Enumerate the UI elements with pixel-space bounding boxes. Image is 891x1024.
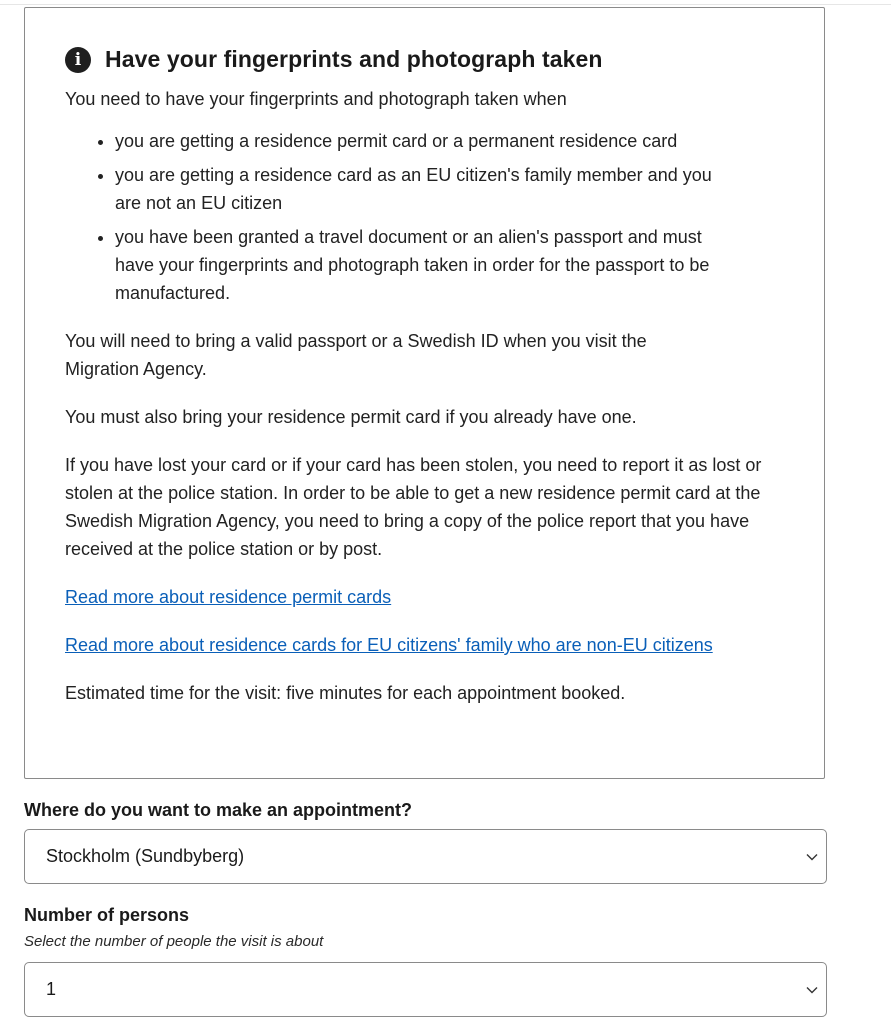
info-box-title: Have your fingerprints and photograph taken: [105, 46, 603, 72]
card-paragraph: You must also bring your residence permit card if you already have one.: [65, 407, 637, 427]
fingerprint-info-box: [24, 7, 825, 779]
list-item: • you have been granted a travel document or an alien's passport and must have your fingerprints and photograph taken in order for the passport to be manufactured.: [115, 223, 720, 307]
eu-family-link-line: [65, 631, 784, 659]
top-divider: [0, 4, 891, 5]
estimated-time-text: Estimated time for the visit: five minutes for each appointment booked.: [65, 683, 626, 703]
list-item: • you are getting a residence card as an EU citizen's family member and you are not an EU citizen: [115, 161, 720, 217]
chevron-down-icon: [806, 986, 818, 994]
info-intro: You need to have your fingerprints and photograph taken when: [65, 89, 567, 109]
residence-permit-cards-link[interactable]: Read more about residence permit cards: [65, 587, 392, 607]
permit-cards-link-line: [65, 583, 784, 611]
lost-card-paragraph: If you have lost your card or if your card has been stolen, you need to report it as lost or stolen at the police station. In order to be able to get a new residence permit card at the Swedish Migration Agency, you need to bring a copy of the police report that you have received at the police station or by post.: [65, 455, 762, 559]
persons-select[interactable]: [24, 962, 827, 1017]
chevron-down-icon: [806, 853, 818, 861]
persons-label: Number of persons: [24, 905, 190, 925]
persons-help-text: Select the number of people the visit is about: [24, 933, 324, 950]
requirement-list: [65, 127, 784, 307]
info-box-header: [65, 46, 784, 73]
info-icon: i: [65, 47, 91, 73]
persons-selected-value: 1: [46, 979, 57, 999]
passport-paragraph: You will need to bring a valid passport or a Swedish ID when you visit the Migration Agency.: [65, 331, 647, 379]
location-selected-value: Stockholm (Sundbyberg): [46, 846, 245, 866]
eu-family-residence-cards-link[interactable]: Read more about residence cards for EU citizens' family who are non-EU citizens: [65, 635, 713, 655]
location-label: Where do you want to make an appointment?: [24, 800, 413, 820]
location-select[interactable]: [24, 829, 827, 884]
list-item: • you are getting a residence permit card or a permanent residence card: [115, 127, 720, 155]
